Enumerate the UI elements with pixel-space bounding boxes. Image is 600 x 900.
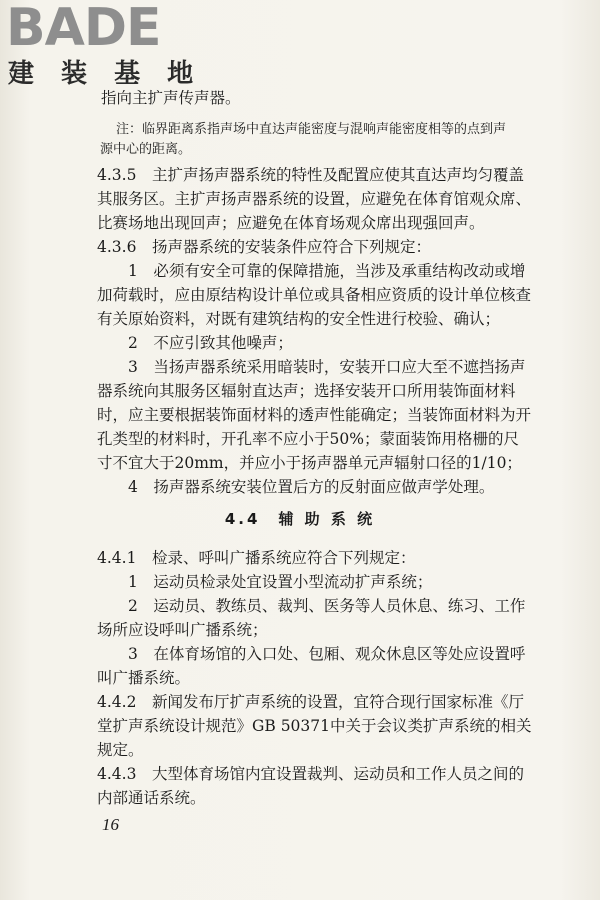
page-number: 16	[102, 815, 119, 834]
section-heading: 4.4 辅 助 系 统	[224, 510, 376, 528]
text-line: 有关原始资料，对既有建筑结构的安全性进行校验、确认；	[97, 310, 501, 328]
list-item: 4 扬声器系统安装位置后方的反射面应做声学处理。	[128, 478, 495, 496]
clause-4-3-5: 4.3.5 主扩声扬声器系统的特性及配置应使其直达声均匀覆盖	[97, 166, 524, 184]
list-item: 3 当扬声器系统采用暗装时，安装开口应大至不遮挡扬声	[128, 358, 526, 376]
clause-4-3-6: 4.3.6 扬声器系统的安装条件应符合下列规定：	[97, 238, 431, 256]
list-item: 3 在体育场馆的入口处、包厢、观众休息区等处应设置呼	[128, 645, 526, 663]
watermark-subtitle: 建 装 基 地	[8, 59, 203, 89]
list-item: 2 不应引致其他噪声；	[128, 334, 293, 352]
clause-4-4-2: 4.4.2 新闻发布厅扩声系统的设置，宜符合现行国家标准《厅	[97, 693, 524, 711]
list-item: 2 运动员、教练员、裁判、医务等人员休息、练习、工作	[128, 597, 526, 615]
note-line: 注：临界距离系指声场中直达声能密度与混响声能密度相等的点到声	[116, 122, 507, 137]
text-line: 叫广播系统。	[97, 669, 191, 687]
watermark-brand: BADE	[6, 0, 161, 58]
list-item: 1 必须有安全可靠的保障措施，当涉及承重结构改动或增	[128, 262, 526, 280]
text-line: 内部通话系统。	[97, 789, 206, 807]
list-item: 1 运动员检录处宜设置小型流动扩声系统；	[128, 573, 433, 591]
text-line: 规定。	[97, 741, 144, 759]
text-line: 寸不宜大于20mm，并应小于扬声器单元声辐射口径的1/10；	[97, 454, 522, 472]
text-line: 场所应设呼叫广播系统；	[97, 621, 268, 639]
text-line: 加荷载时，应由原结构设计单位或具备相应资质的设计单位核查	[97, 286, 532, 304]
text-line: 比赛场地出现回声；应避免在体育场观众席出现强回声。	[97, 214, 485, 232]
text-line: 孔类型的材料时，开孔率不应小于50%；蒙面装饰用格栅的尺	[97, 430, 519, 448]
clause-4-4-3: 4.4.3 大型体育场馆内宜设置裁判、运动员和工作人员之间的	[97, 765, 524, 783]
text-line: 指向主扩声传声器。	[101, 89, 241, 107]
text-line: 其服务区。主扩声扬声器系统的设置，应避免在体育馆观众席、	[97, 190, 532, 208]
text-line: 堂扩声系统设计规范》GB 50371中关于会议类扩声系统的相关	[97, 717, 532, 735]
note-line: 源中心的距离。	[100, 142, 192, 157]
clause-4-4-1: 4.4.1 检录、呼叫广播系统应符合下列规定：	[97, 549, 416, 567]
text-line: 器系统向其服务区辐射直达声；选择安装开口所用装饰面材料	[97, 382, 516, 400]
text-line: 时，应主要根据装饰面材料的透声性能确定；当装饰面材料为开	[97, 406, 532, 424]
